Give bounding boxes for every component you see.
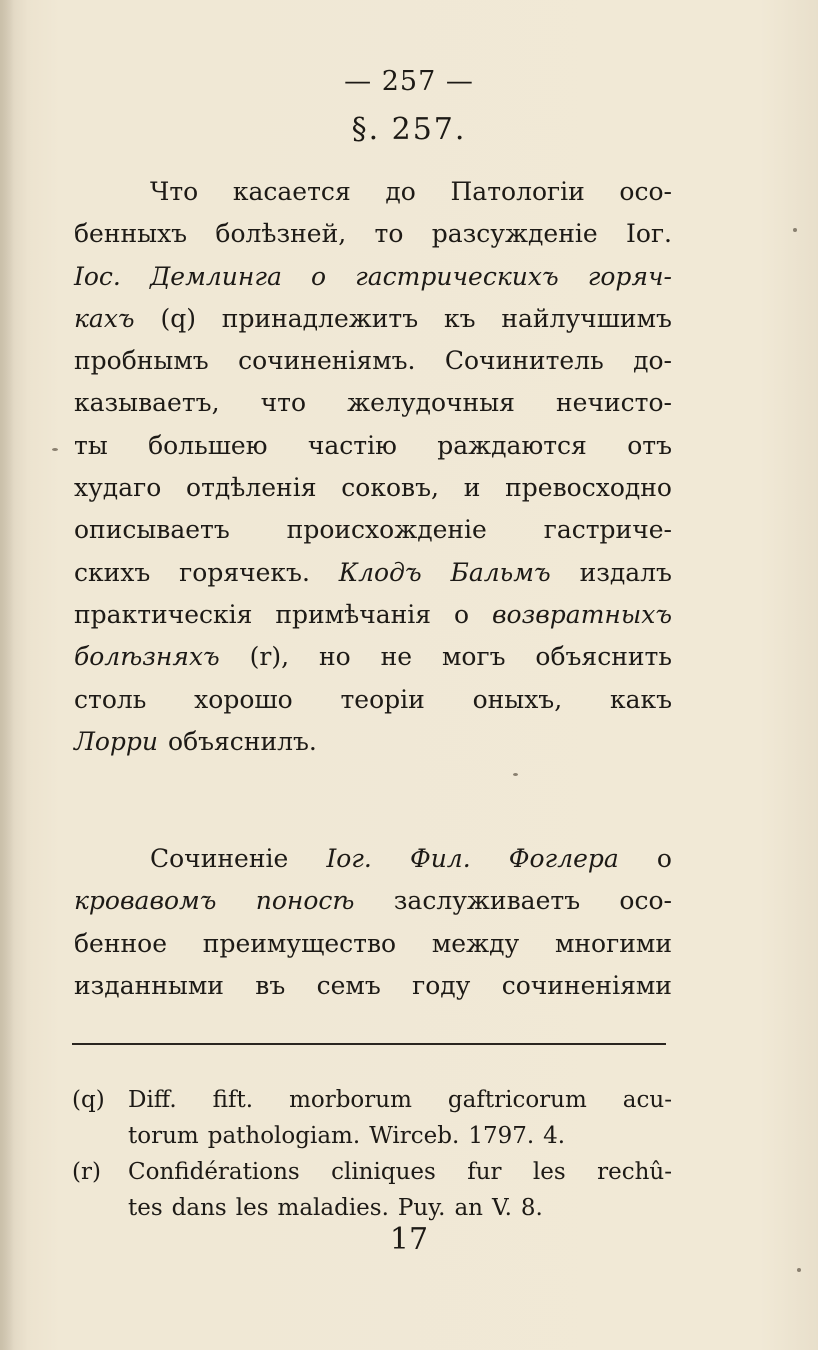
word: какъ bbox=[609, 684, 672, 714]
word: семъ bbox=[316, 970, 381, 1000]
word: Сочинитель bbox=[444, 346, 604, 376]
text-line bbox=[74, 256, 672, 298]
paper-speck bbox=[52, 448, 58, 451]
word: rechû- bbox=[597, 1159, 672, 1185]
text-line bbox=[74, 594, 672, 636]
word: (r), bbox=[249, 642, 290, 672]
word: могъ bbox=[441, 642, 506, 672]
word: dans bbox=[171, 1195, 227, 1221]
word: худаго bbox=[74, 473, 162, 503]
word: желудочныя bbox=[347, 388, 515, 418]
word: Патологіи bbox=[450, 177, 585, 206]
word: morborum bbox=[289, 1087, 412, 1113]
word: не bbox=[380, 642, 413, 672]
word: 8. bbox=[520, 1195, 543, 1221]
word: les bbox=[235, 1195, 269, 1221]
word: Іос. bbox=[74, 261, 121, 291]
word: до bbox=[385, 177, 416, 206]
word: происхожденіе bbox=[286, 515, 487, 545]
word: поносѣ bbox=[255, 886, 355, 916]
word: гастрическихъ bbox=[355, 261, 559, 291]
word: кахъ bbox=[74, 303, 135, 333]
text-line bbox=[74, 171, 672, 213]
word: болѣзней, bbox=[215, 219, 347, 249]
text-line bbox=[74, 340, 672, 382]
word: раждаются bbox=[437, 430, 587, 460]
paper-speck bbox=[513, 773, 518, 776]
word: частію bbox=[307, 430, 397, 460]
word: гастриче- bbox=[543, 515, 672, 545]
word: практическія bbox=[74, 599, 253, 629]
word: издалъ bbox=[579, 557, 672, 587]
text-line bbox=[74, 721, 672, 763]
text-line bbox=[74, 425, 672, 467]
word: скихъ bbox=[74, 557, 151, 587]
word: о bbox=[656, 844, 672, 873]
word: касается bbox=[232, 177, 351, 206]
word: cliniques bbox=[331, 1159, 436, 1185]
word: Демлинга bbox=[149, 261, 282, 291]
footnote-line bbox=[128, 1154, 672, 1190]
word: Сочиненіе bbox=[150, 844, 289, 873]
word: Іог. bbox=[326, 844, 372, 873]
word: acu- bbox=[622, 1087, 672, 1113]
word: оныхъ, bbox=[472, 684, 563, 714]
word: сочиненіями bbox=[501, 970, 672, 1000]
word: казываетъ, bbox=[74, 388, 220, 418]
word: нечисто- bbox=[555, 388, 672, 418]
word: заслуживаетъ bbox=[393, 886, 581, 916]
section-heading: §. 257. bbox=[351, 112, 467, 147]
word: кровавомъ bbox=[74, 886, 217, 916]
word: Что bbox=[150, 177, 199, 206]
word: maladies. bbox=[277, 1195, 389, 1221]
word: о bbox=[310, 261, 327, 291]
paragraph-2 bbox=[74, 838, 672, 1007]
word: Wirceb. bbox=[369, 1123, 460, 1149]
text-line bbox=[74, 838, 672, 880]
footnote bbox=[72, 1154, 672, 1226]
word: горяч- bbox=[587, 261, 672, 291]
word: Лорри bbox=[74, 726, 159, 756]
word: преимущество bbox=[202, 928, 397, 958]
word: хорошо bbox=[194, 684, 293, 714]
text-line bbox=[74, 509, 672, 551]
word: соковъ, bbox=[341, 473, 439, 503]
word: gaftricorum bbox=[447, 1087, 587, 1113]
word: бенное bbox=[74, 928, 168, 958]
word: въ bbox=[255, 970, 286, 1000]
word: возвратныхъ bbox=[492, 599, 672, 629]
word: tes bbox=[128, 1195, 163, 1221]
word: 1797. bbox=[468, 1123, 535, 1149]
footnote-mark: (r) bbox=[72, 1159, 101, 1185]
word: году bbox=[412, 970, 471, 1000]
page-binding-shadow bbox=[0, 0, 14, 1350]
word: большею bbox=[148, 430, 268, 460]
word: сочиненіямъ. bbox=[238, 346, 416, 376]
footnote-text bbox=[128, 1082, 672, 1154]
word: fift. bbox=[212, 1087, 254, 1113]
word: разсужденіе bbox=[431, 219, 598, 249]
word: принадлежитъ bbox=[221, 303, 419, 333]
word: объяснить bbox=[535, 642, 672, 672]
paragraph-1 bbox=[74, 171, 672, 763]
word: бенныхъ bbox=[74, 219, 188, 249]
text-line bbox=[74, 965, 672, 1007]
word: отъ bbox=[627, 430, 672, 460]
text-line bbox=[74, 467, 672, 509]
text-line bbox=[74, 880, 672, 922]
word: но bbox=[318, 642, 351, 672]
paper-speck bbox=[797, 1268, 801, 1272]
text-line bbox=[74, 552, 672, 594]
word: до- bbox=[633, 346, 672, 376]
word: между bbox=[431, 928, 520, 958]
text-line bbox=[74, 679, 672, 721]
text-line bbox=[74, 213, 672, 255]
word: ты bbox=[74, 430, 108, 460]
word: многими bbox=[554, 928, 672, 958]
word: отдѣленія bbox=[186, 473, 317, 503]
word: Фоглера bbox=[508, 844, 619, 873]
word: пробнымъ bbox=[74, 346, 209, 376]
word: 4. bbox=[543, 1123, 566, 1149]
word: осо- bbox=[619, 886, 672, 916]
word: что bbox=[260, 388, 307, 418]
footnotes bbox=[72, 1082, 672, 1226]
word: Puy. bbox=[397, 1195, 446, 1221]
word: осо- bbox=[619, 177, 672, 206]
text-line bbox=[74, 923, 672, 965]
word: найлучшимъ bbox=[501, 303, 672, 333]
word: Diff. bbox=[128, 1087, 177, 1113]
footnote-line bbox=[128, 1190, 672, 1226]
footnote-separator-rule bbox=[72, 1043, 666, 1045]
word: V. bbox=[492, 1195, 512, 1221]
word: torum bbox=[128, 1123, 199, 1149]
running-head: — 257 — bbox=[344, 66, 474, 97]
signature-mark: 17 bbox=[389, 1222, 429, 1257]
word: Фил. bbox=[409, 844, 471, 873]
word: pathologiam. bbox=[207, 1123, 361, 1149]
text-line bbox=[74, 636, 672, 678]
word: о bbox=[454, 599, 470, 629]
word: болѣзняхъ bbox=[74, 642, 220, 672]
footnote-line bbox=[128, 1082, 672, 1118]
word: и bbox=[463, 473, 481, 503]
word: превосходно bbox=[505, 473, 672, 503]
word: (q) bbox=[160, 303, 196, 333]
word: столь bbox=[74, 684, 147, 714]
footnote-mark: (q) bbox=[72, 1087, 105, 1113]
word: Іог. bbox=[626, 219, 672, 249]
word: les bbox=[532, 1159, 566, 1185]
word: теоріи bbox=[340, 684, 425, 714]
word: примѣчанія bbox=[275, 599, 432, 629]
paper-speck bbox=[793, 228, 797, 232]
footnote bbox=[72, 1082, 672, 1154]
word: Confidérations bbox=[128, 1159, 300, 1185]
word: Бальмъ bbox=[450, 557, 551, 587]
word: fur bbox=[467, 1159, 502, 1185]
word: къ bbox=[443, 303, 476, 333]
word: изданными bbox=[74, 970, 224, 1000]
word: Клодъ bbox=[338, 557, 422, 587]
word: объяснилъ. bbox=[168, 726, 317, 756]
word: то bbox=[374, 219, 404, 249]
footnote-line bbox=[128, 1118, 672, 1154]
text-line bbox=[74, 382, 672, 424]
text-line bbox=[74, 298, 672, 340]
word: an bbox=[454, 1195, 483, 1221]
footnote-text bbox=[128, 1154, 672, 1226]
word: горячекъ. bbox=[179, 557, 310, 587]
word: описываетъ bbox=[74, 515, 230, 545]
